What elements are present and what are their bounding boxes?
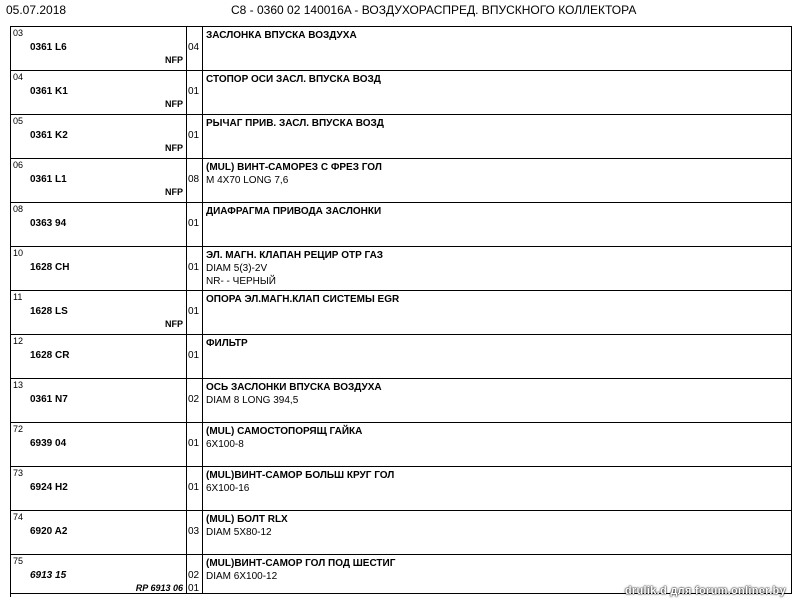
table-row [11, 511, 792, 555]
part-reference: 6924 H2 [30, 482, 68, 493]
quantity-cell [187, 203, 203, 246]
part-spec-secondary: NR- - ЧЕРНЫЙ [206, 276, 276, 287]
part-description: ОСЬ ЗАСЛОНКИ ВПУСКА ВОЗДУХА [206, 382, 382, 393]
part-cell [11, 71, 187, 114]
part-cell [11, 203, 187, 246]
part-spec: M 4X70 LONG 7,6 [206, 175, 289, 186]
part-flag: NFP [165, 319, 183, 329]
description-cell [203, 115, 792, 158]
description-cell [203, 467, 792, 510]
quantity-cell [187, 467, 203, 510]
part-cell [11, 555, 187, 593]
part-spec: DIAM 5X80-12 [206, 527, 272, 538]
part-description: ЭЛ. МАГН. КЛАПАН РЕЦИР ОТР ГАЗ [206, 250, 384, 261]
quantity: 01 [188, 130, 200, 141]
part-spec: DIAM 6X100-12 [206, 571, 278, 582]
part-cell [11, 247, 187, 290]
position-number: 72 [13, 424, 24, 434]
position-number: 05 [13, 116, 24, 126]
position-number: 73 [13, 468, 24, 478]
description-cell [203, 203, 792, 246]
description-cell [203, 159, 792, 202]
quantity-cell [187, 247, 203, 290]
table-row [11, 423, 792, 467]
table-row [11, 159, 792, 203]
part-cell [11, 115, 187, 158]
part-reference: 1628 CH [30, 262, 70, 273]
part-reference: 1628 CR [30, 350, 70, 361]
part-spec: 6X100-8 [206, 439, 244, 450]
part-reference: 6913 15 [30, 570, 67, 581]
part-cell [11, 27, 187, 70]
page-header [6, 3, 794, 19]
table-row [11, 27, 792, 71]
table-row [11, 291, 792, 335]
description-cell [203, 379, 792, 422]
quantity-cell [187, 335, 203, 378]
description-cell [203, 27, 792, 70]
part-description: СТОПОР ОСИ ЗАСЛ. ВПУСКА ВОЗД [206, 74, 381, 85]
position-number: 12 [13, 336, 24, 346]
parts-table [10, 26, 792, 597]
part-cell [11, 159, 187, 202]
part-reference: 0361 L1 [30, 174, 67, 185]
description-cell [203, 335, 792, 378]
part-flag: NFP [165, 99, 183, 109]
part-spec: DIAM 5(3)-2V [206, 263, 268, 274]
part-reference: 0361 N7 [30, 394, 68, 405]
part-cell [11, 467, 187, 510]
quantity-cell [187, 27, 203, 70]
part-description: РЫЧАГ ПРИВ. ЗАСЛ. ВПУСКА ВОЗД [206, 118, 384, 129]
quantity-cell [187, 115, 203, 158]
part-flag: NFP [165, 187, 183, 197]
description-cell [203, 423, 792, 466]
table-row [11, 467, 792, 511]
description-cell [203, 291, 792, 334]
part-reference: 6939 04 [30, 438, 67, 449]
table-row [11, 115, 792, 159]
table-row [11, 71, 792, 115]
quantity: 01 [188, 350, 200, 361]
position-number: 10 [13, 248, 24, 258]
part-cell [11, 379, 187, 422]
print-date: 05.07.2018 [6, 3, 67, 17]
quantity-cell [187, 511, 203, 554]
quantity: 01 [188, 262, 200, 273]
quantity: 08 [188, 174, 200, 185]
part-flag: NFP [165, 55, 183, 65]
position-number: 04 [13, 72, 24, 82]
part-reference: 0361 K2 [30, 130, 68, 141]
position-number: 75 [13, 556, 24, 566]
part-description: ЗАСЛОНКА ВПУСКА ВОЗДУХА [206, 30, 357, 41]
table-row [11, 247, 792, 291]
quantity: 01 [188, 218, 200, 229]
position-number: 74 [13, 512, 24, 522]
quantity: 04 [188, 42, 200, 53]
part-cell [11, 335, 187, 378]
quantity-cell [187, 291, 203, 334]
part-reference: 0361 K1 [30, 86, 68, 97]
part-cell [11, 511, 187, 554]
position-number: 13 [13, 380, 24, 390]
quantity: 02 [188, 570, 200, 581]
quantity-cell [187, 555, 203, 593]
part-description: (MUL) САМОСТОПОРЯЩ ГАЙКА [206, 426, 363, 437]
quantity: 02 [188, 394, 200, 405]
quantity-cell [187, 379, 203, 422]
position-number: 06 [13, 160, 24, 170]
part-cell [11, 291, 187, 334]
quantity: 01 [188, 306, 200, 317]
part-cell [11, 423, 187, 466]
part-description: (MUL)ВИНТ-САМОР ГОЛ ПОД ШЕСТИГ [206, 558, 396, 569]
quantity: 03 [188, 526, 200, 537]
quantity: 01 [188, 86, 200, 97]
table-row [11, 379, 792, 423]
part-reference: 1628 LS [30, 306, 68, 317]
watermark: drulik.d для forum.onliner.by [624, 585, 786, 597]
quantity-cell [187, 159, 203, 202]
part-flag: RP 6913 06 [135, 583, 183, 593]
part-description: (MUL) БОЛТ RLX [206, 514, 288, 525]
part-reference: 0363 94 [30, 218, 67, 229]
position-number: 03 [13, 28, 24, 38]
part-reference: 6920 A2 [30, 526, 68, 537]
quantity: 01 [188, 438, 200, 449]
quantity-secondary: 01 [188, 583, 200, 594]
table-row [11, 335, 792, 379]
description-cell [203, 511, 792, 554]
part-description: (MUL) ВИНТ-САМОРЕЗ С ФРЕЗ ГОЛ [206, 162, 382, 173]
table-row [11, 203, 792, 247]
description-cell [203, 247, 792, 290]
part-spec: 6X100-16 [206, 483, 250, 494]
position-number: 08 [13, 204, 24, 214]
part-spec: DIAM 8 LONG 394,5 [206, 395, 299, 406]
part-description: ДИАФРАГМА ПРИВОДА ЗАСЛОНКИ [206, 206, 382, 217]
part-reference: 0361 L6 [30, 42, 67, 53]
part-flag: NFP [165, 143, 183, 153]
quantity-cell [187, 423, 203, 466]
position-number: 11 [13, 292, 23, 302]
document-title: C8 - 0360 02 140016A - ВОЗДУХОРАСПРЕД. ВПУСКНОГО КОЛЛЕКТОРА [231, 3, 637, 17]
part-description: (MUL)ВИНТ-САМОР БОЛЬШ КРУГ ГОЛ [206, 470, 395, 481]
part-description: ФИЛЬТР [206, 338, 248, 349]
description-cell [203, 71, 792, 114]
part-description: ОПОРА ЭЛ.МАГН.КЛАП СИСТЕМЫ EGR [206, 294, 400, 305]
quantity: 01 [188, 482, 200, 493]
quantity-cell [187, 71, 203, 114]
